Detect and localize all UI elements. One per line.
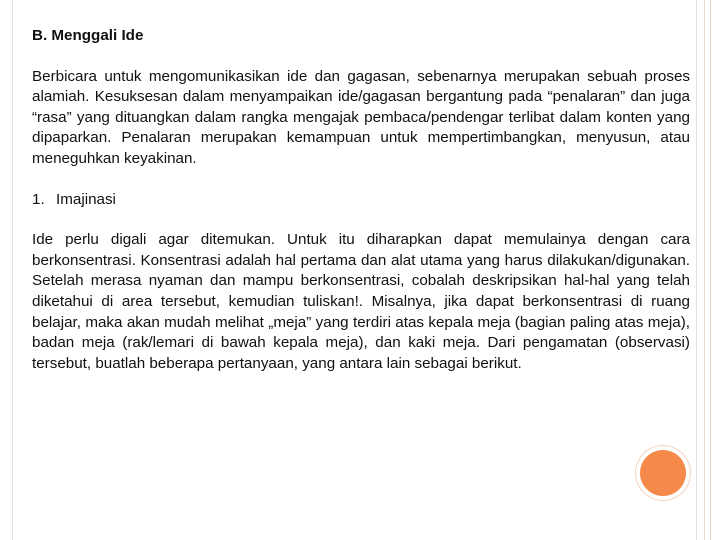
list-item-number: 1.: [32, 190, 45, 208]
list-item-title: Imajinasi: [56, 190, 116, 208]
section-heading: B. Menggali Ide: [32, 27, 144, 44]
decorative-circle-icon: [640, 450, 686, 496]
section-paragraph: Berbicara untuk mengomunikasikan ide dan gagasan, sebenarnya merupakan sebuah proses alamiah. Kesuksesan dalam menyampaikan ide/gagasan bergantung pada “penalaran” dan juga “rasa” yang dituangkan dalam rangka mengajak pembaca/pendengar terlibat dalam konten yang dipaparkan. Penalaran merupakan kemampuan untuk mempertimbangkan, menyusun, atau meneguhkan keyakinan.: [32, 67, 690, 167]
decorative-rule: [710, 0, 711, 540]
list-item-heading: [32, 190, 690, 211]
text-area: [32, 26, 690, 374]
decorative-rule: [704, 0, 705, 540]
list-item-paragraph: Ide perlu digali agar ditemukan. Untuk itu diharapkan dapat memulainya dengan cara berkonsentrasi. Konsentrasi adalah hal pertama dan alat utama yang harus dilakukan/digunakan. Setelah merasa nyaman dan mampu berkonsentrasi, cobalah deskripsikan hal-hal yang telah diketahui di area tersebut, kemudian tuliskan!. Misalnya, jika dapat berkonsentrasi di ruang belajar, maka akan mudah melihat „meja” yang terdiri atas kepala meja (bagian paling atas meja), badan meja (rak/lemari di bawah kepala meja), dan kaki meja. Dari pengamatan (observasi) tersebut, buatlah beberapa pertanyaan, yang antara lain sebagai berikut.: [32, 231, 690, 372]
